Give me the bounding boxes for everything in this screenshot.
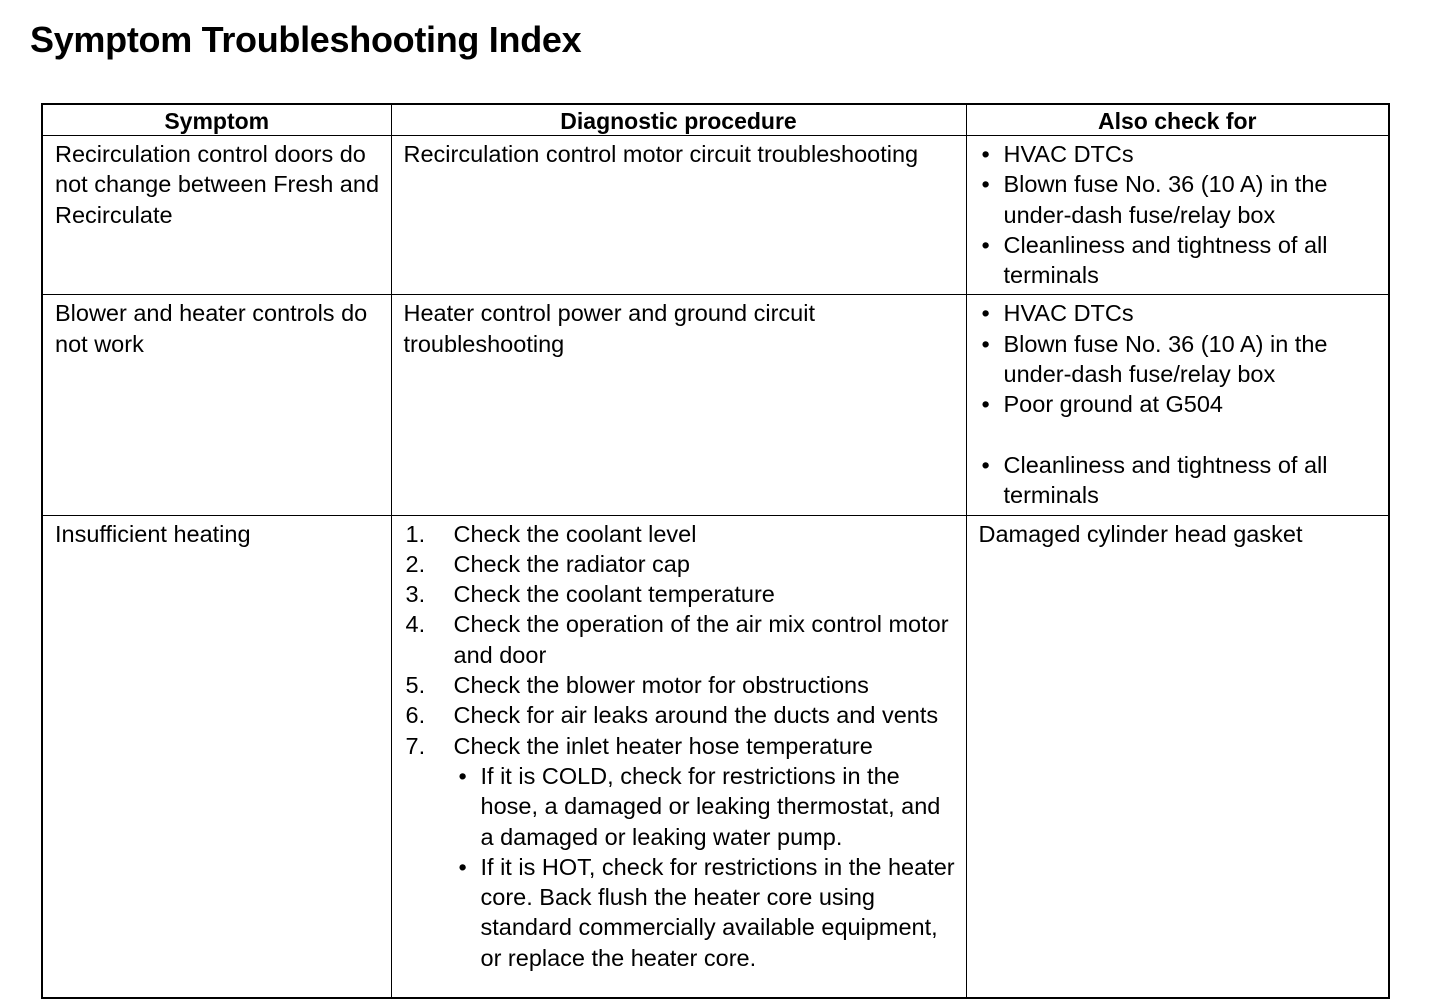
procedure-cell: [391, 515, 966, 998]
sub-step: • If it is HOT, check for restrictions in the heater core. Back flush the heater core using standard commercially available equipment, or replace the heater core.: [458, 853, 955, 971]
bullet-icon: •: [981, 171, 990, 198]
bullet-icon: •: [981, 231, 990, 258]
list-item: • HVAC DTCs: [979, 139, 1381, 169]
procedure-step: 7. Check the inlet heater hose temperature • If it is COLD, check for restrictions in the hose, a damaged or leaking thermostat, and a damaged or leaking water pump. • If it is HOT, check for restrictions in the heater core. Back flush the heater core using standard commercially available equipment, or replace the heater core.: [404, 731, 958, 973]
procedure-cell: Recirculation control motor circuit troubleshooting: [391, 136, 966, 295]
procedure-step: 1. Check the coolant level: [405, 520, 697, 547]
sub-step: • If it is COLD, check for restrictions in the hose, a damaged or leaking thermostat, and a damaged or leaking water pump.: [458, 762, 941, 850]
also-check-cell: [966, 295, 1389, 515]
also-check-cell: Damaged cylinder head gasket: [966, 515, 1389, 998]
symptom-table: [41, 103, 1390, 999]
column-header-also-check-for: Also check for: [966, 104, 1389, 136]
list-item: • Blown fuse No. 36 (10 A) in the under-dash fuse/relay box: [981, 171, 1328, 228]
column-header-symptom: Symptom: [42, 104, 391, 136]
table-row: [42, 515, 1389, 998]
page-title: Symptom Troubleshooting Index: [30, 19, 582, 60]
procedure-step: 5. Check the blower motor for obstructions: [405, 672, 869, 699]
also-check-cell: [966, 136, 1389, 295]
procedure-cell: Heater control power and ground circuit troubleshooting: [391, 295, 966, 515]
list-item: • Cleanliness and tightness of all terminals: [981, 451, 1328, 509]
procedure-step: 2. Check the radiator cap: [405, 550, 690, 577]
symptom-cell: Recirculation control doors do not change between Fresh and Recirculate: [42, 136, 391, 295]
bullet-icon: •: [981, 391, 990, 418]
bullet-icon: •: [981, 330, 990, 357]
list-item: • HVAC DTCs: [979, 298, 1381, 328]
bullet-icon: •: [981, 300, 990, 327]
column-header-diagnostic-procedure: Diagnostic procedure: [391, 104, 966, 136]
symptom-cell: Blower and heater controls do not work: [42, 295, 391, 515]
list-item: • Blown fuse No. 36 (10 A) in the under-dash fuse/relay box: [981, 330, 1328, 388]
list-item: • Cleanliness and tightness of all terminals: [981, 231, 1328, 289]
procedure-step: 6. Check for air leaks around the ducts and vents: [405, 702, 939, 729]
symptom-cell: Insufficient heating: [42, 515, 391, 998]
bullet-icon: •: [458, 762, 467, 789]
procedure-step: 4. Check the operation of the air mix control motor and door: [405, 611, 949, 668]
bullet-icon: •: [981, 141, 990, 167]
procedure-step: 3. Check the coolant temperature: [405, 581, 775, 608]
table-row: [42, 295, 1389, 515]
list-item: • Poor ground at G504: [979, 389, 1381, 419]
bullet-icon: •: [458, 853, 467, 880]
table-header-row: [42, 104, 1389, 136]
bullet-icon: •: [981, 451, 990, 478]
table-row: [42, 136, 1389, 295]
